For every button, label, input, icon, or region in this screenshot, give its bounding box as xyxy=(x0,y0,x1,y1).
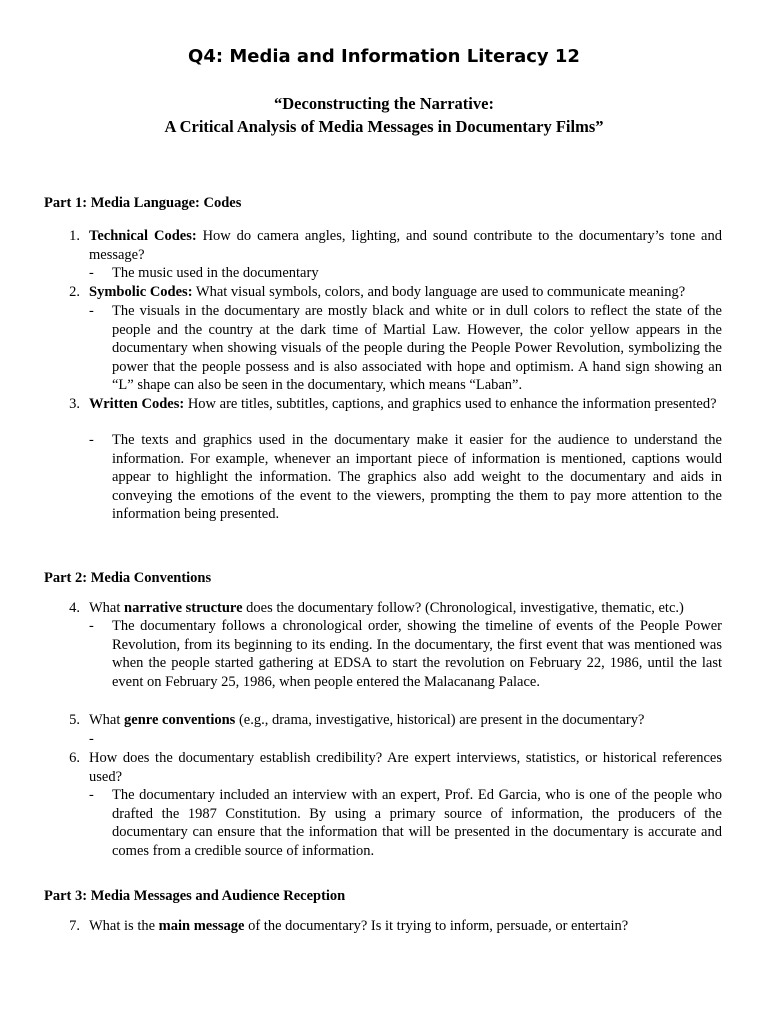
question-text-pre: What xyxy=(89,712,125,728)
question-keyword: main message xyxy=(158,918,245,934)
bullet-dash: - xyxy=(89,618,94,634)
question-text-post: (e.g., drama, investigative, historical) are present in the documentary? xyxy=(235,712,645,728)
bullet-dash: - xyxy=(89,731,94,747)
bullet-dash: - xyxy=(89,432,94,448)
question-text: How do camera angles, lighting, and sound contribute to the documentary’s tone and message? xyxy=(89,228,722,263)
answer-text: The texts and graphics used in the documentary make it easier for the audience to understand the information. For example, whenever an important piece of information is mentioned, captions would appear to highlight the information. The graphics also add weight to the documentary and aids in conveying the emotions of the event to the viewers, prompting the them to pay more attention to the information being presented. xyxy=(112,432,722,522)
question-text-post: of the documentary? Is it trying to inform, persuade, or entertain? xyxy=(244,918,629,934)
question-number: 3. xyxy=(69,396,80,412)
question-text: How does the documentary establish credibility? Are expert interviews, statistics, or historical references used? xyxy=(89,750,722,785)
answer-1 xyxy=(89,264,722,283)
bullet-dash: - xyxy=(89,265,94,281)
document-subtitle xyxy=(0,92,768,138)
subtitle-line-1: “Deconstructing the Narrative: xyxy=(274,94,494,113)
question-number: 4. xyxy=(69,600,80,616)
answer-text: The documentary included an interview with an expert, Prof. Ed Garcia, who is one of the people who drafted the 1987 Constitution. By using a primary source of information, the producers of the documentary can ensure that the information that will be presented in the documentary is accurate and comes from a credible source of information. xyxy=(112,787,722,859)
question-number: 6. xyxy=(69,750,80,766)
question-text: What visual symbols, colors, and body language are used to communicate meaning? xyxy=(192,284,686,300)
question-text-post: does the documentary follow? (Chronological, investigative, thematic, etc.) xyxy=(242,600,684,616)
question-number: 2. xyxy=(69,284,80,300)
question-2 xyxy=(58,283,722,302)
question-label: Symbolic Codes: xyxy=(89,284,193,300)
question-label: Technical Codes: xyxy=(89,228,197,244)
question-5 xyxy=(58,711,722,730)
document-title: Q4: Media and Information Literacy 12 xyxy=(188,46,580,67)
question-keyword: genre conventions xyxy=(124,712,236,728)
question-number: 7. xyxy=(69,918,80,934)
answer-text: The documentary follows a chronological order, showing the timeline of events of the People Power Revolution, from its beginning to its ending. In the documentary, the first event that was mentioned was when the people started gathering at EDSA to start the revolution on February 22, 1986, until the last event on February 25, 1986, when people entered the Malacanang Palace. xyxy=(112,618,722,690)
question-label: Written Codes: xyxy=(89,396,185,412)
answer-6 xyxy=(89,786,722,860)
question-4 xyxy=(58,599,722,618)
bullet-dash: - xyxy=(89,303,94,319)
question-text: How are titles, subtitles, captions, and graphics used to enhance the information presented? xyxy=(184,396,717,412)
bullet-dash: - xyxy=(89,787,94,803)
question-3 xyxy=(58,395,722,414)
answer-2 xyxy=(89,302,722,395)
answer-3 xyxy=(89,431,722,524)
question-text-pre: What xyxy=(89,600,125,616)
part-2-heading: Part 2: Media Conventions xyxy=(44,570,212,586)
part-3-heading: Part 3: Media Messages and Audience Reception xyxy=(44,888,346,904)
part-1-heading: Part 1: Media Language: Codes xyxy=(44,195,242,211)
question-6 xyxy=(58,749,722,786)
question-number: 1. xyxy=(69,228,80,244)
question-keyword: narrative structure xyxy=(124,600,243,616)
question-number: 5. xyxy=(69,712,80,728)
answer-text: The music used in the documentary xyxy=(112,265,319,281)
subtitle-line-2: A Critical Analysis of Media Messages in Documentary Films” xyxy=(164,117,604,136)
question-text-pre: What is the xyxy=(89,918,159,934)
answer-text: The visuals in the documentary are mostly black and white or in dull colors to reflect the state of the people and the country at the dark time of Martial Law. However, the color yellow appears in the documentary when showing visuals of the people during the People Power Revolution, symbolizing the power that the people possess and is also associated with hope and optimism. A hand sign showing an “L” shape can also be seen in the documentary, which means “Laban”. xyxy=(112,303,722,393)
answer-4 xyxy=(89,617,722,691)
question-1 xyxy=(58,227,722,264)
question-7 xyxy=(58,917,722,936)
